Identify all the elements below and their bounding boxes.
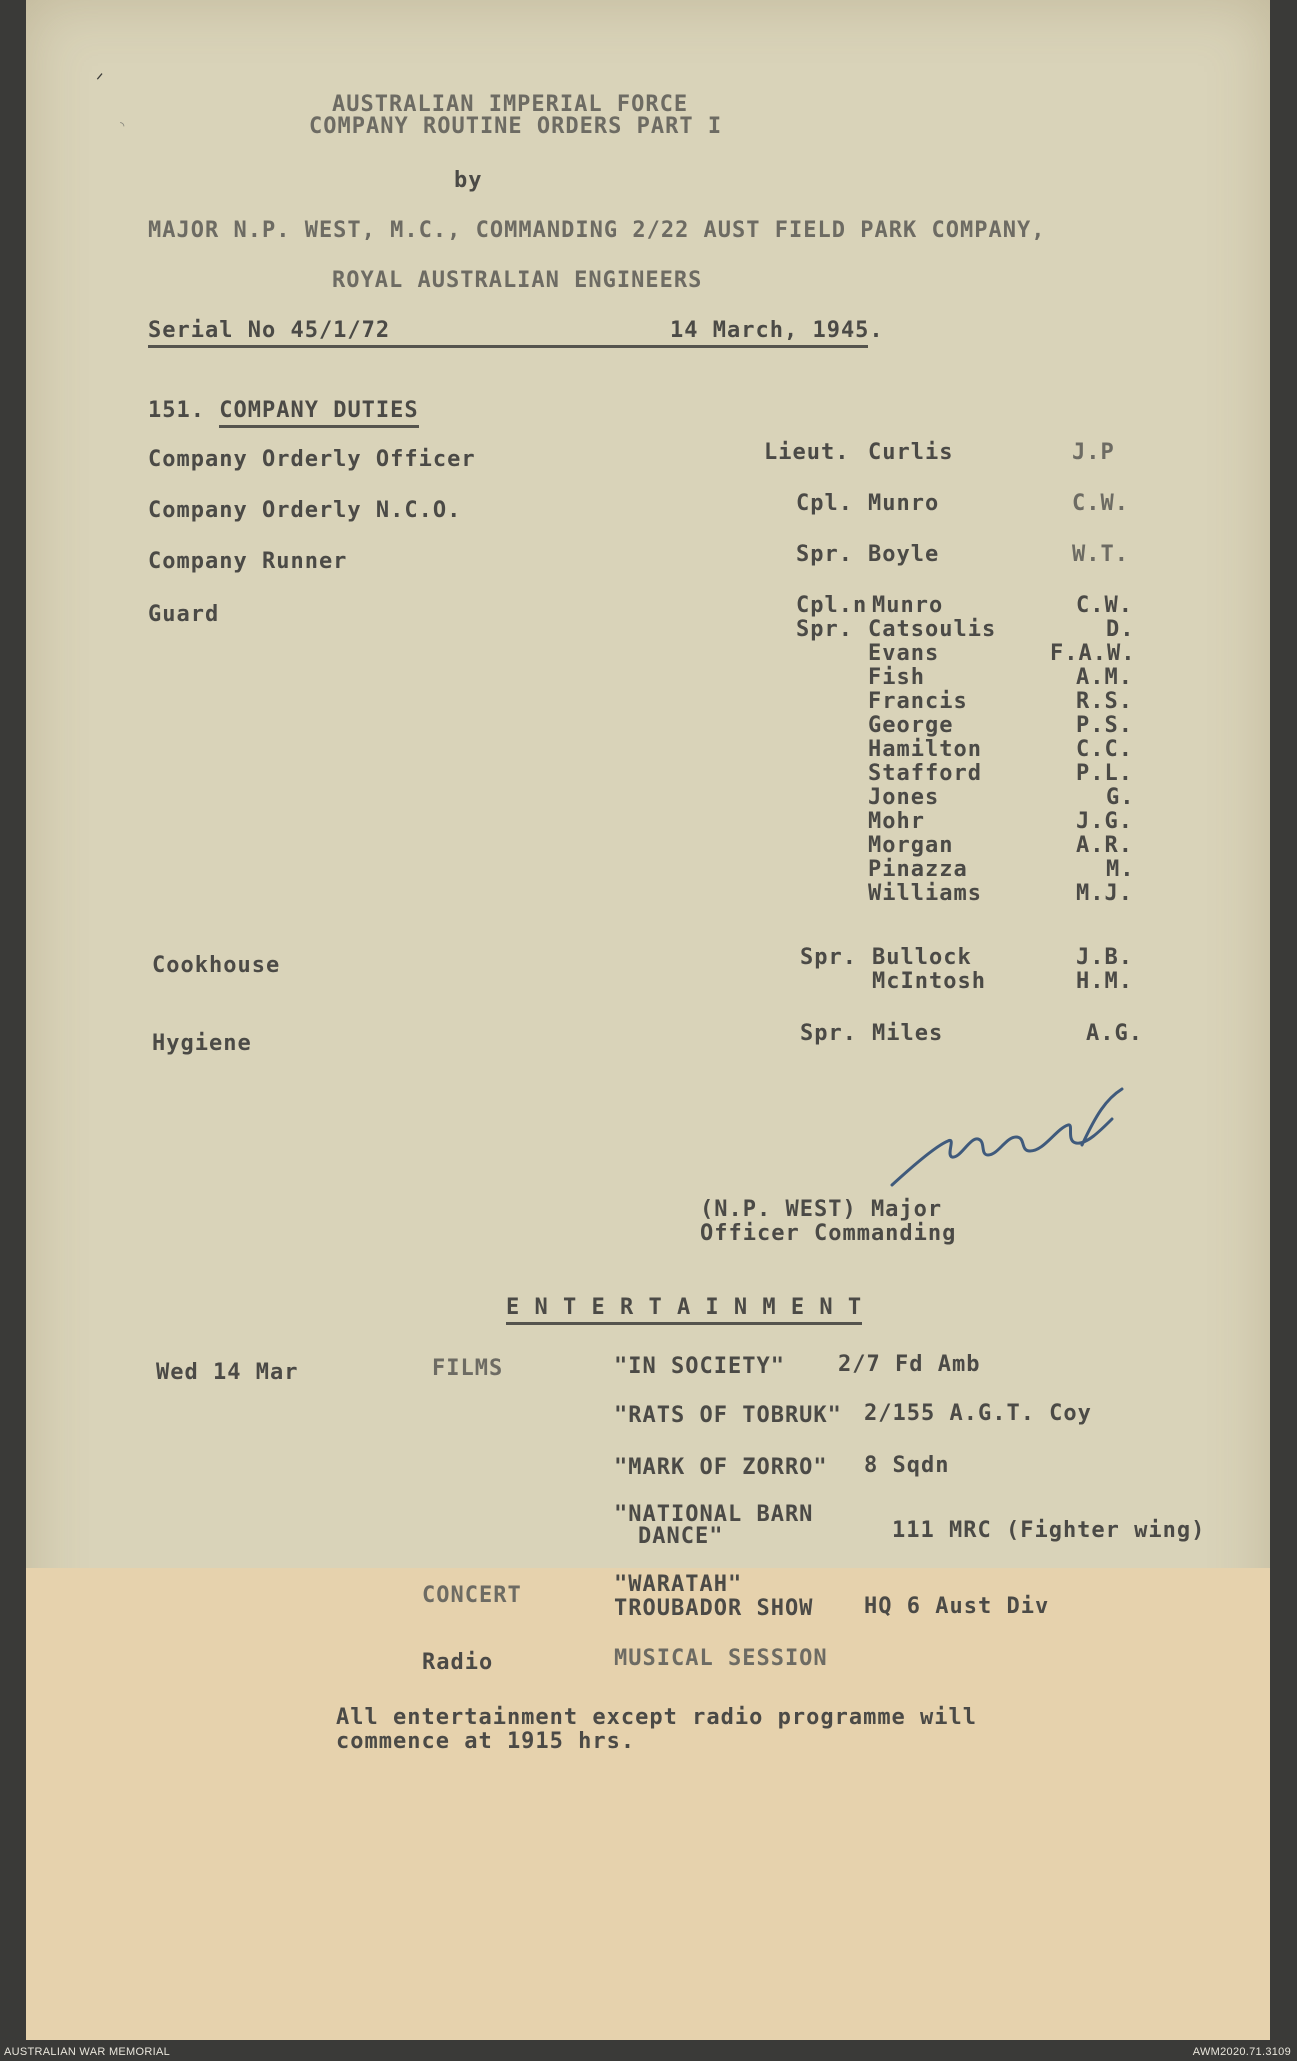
guard-member-initials: P.S. (1076, 713, 1133, 738)
film-title: "MARK OF ZORRO" (614, 1455, 828, 1480)
film-unit: 111 MRC (Fighter wing) (892, 1518, 1206, 1543)
guard-member-name: Francis (868, 689, 968, 714)
guard-member-name: Munro (872, 593, 944, 618)
film-unit: 8 Sqdn (864, 1453, 950, 1478)
duty-label-orderly-officer: Company Orderly Officer (148, 447, 476, 472)
entertainment-note-line1: All entertainment except radio programme will (336, 1705, 978, 1730)
duty-label-hygiene: Hygiene (152, 1031, 252, 1056)
guard-member-initials: A.R. (1076, 833, 1133, 858)
guard-member-initials: F.A.W. (1050, 641, 1136, 666)
header-line2: COMPANY ROUTINE ORDERS PART I (309, 114, 723, 139)
footer-accession-number: AWM2020.71.3109 (1192, 2046, 1291, 2058)
guard-member-initials: C.W. (1076, 593, 1133, 618)
duty-rank-orderly-officer: Lieut. (764, 440, 850, 465)
signature-name: (N.P. WEST) Major (700, 1197, 943, 1222)
film-title-line2: DANCE" (638, 1524, 724, 1549)
guard-member-name: Stafford (868, 761, 982, 786)
duty-label-orderly-nco: Company Orderly N.C.O. (148, 498, 462, 523)
guard-member-name: Catsoulis (868, 617, 997, 642)
duty-initials-runner: W.T. (1072, 542, 1129, 567)
guard-member-initials: A.M. (1076, 665, 1133, 690)
duty-label-cookhouse: Cookhouse (152, 953, 281, 978)
hygiene-initials: A.G. (1086, 1021, 1143, 1046)
section-heading (148, 398, 419, 423)
entertainment-note-line2: commence at 1915 hrs. (336, 1729, 636, 1754)
guard-rank-spr: Spr. (796, 617, 853, 642)
guard-member-name: Morgan (868, 833, 954, 858)
guard-member-initials: R.S. (1076, 689, 1133, 714)
guard-member-name: Williams (868, 881, 982, 906)
document-page (26, 0, 1270, 2040)
guard-member-name: Jones (868, 785, 940, 810)
duty-rank-orderly-nco: Cpl. (796, 491, 853, 516)
guard-member-initials: P.L. (1076, 761, 1133, 786)
concert-title-line2: TROUBADOR SHOW (614, 1596, 814, 1621)
concert-unit: HQ 6 Aust Div (864, 1594, 1050, 1619)
guard-member-initials: M. (1106, 857, 1135, 882)
radio-title: MUSICAL SESSION (614, 1646, 828, 1671)
order-date: 14 March, 1945. (670, 318, 884, 343)
duty-name-orderly-officer: Curlis (868, 440, 954, 465)
section-number: 151. (148, 398, 205, 423)
header-line1: AUSTRALIAN IMPERIAL FORCE (332, 92, 689, 117)
section-title: COMPANY DUTIES (219, 398, 418, 428)
guard-rank-cpl: Cpl.n (796, 593, 868, 618)
guard-member-initials: J.G. (1076, 809, 1133, 834)
duty-label-runner: Company Runner (148, 549, 348, 574)
serial-number: Serial No 45/1/72 (148, 318, 391, 343)
handwritten-signature (886, 1085, 1156, 1195)
concert-title-line1: "WARATAH" (614, 1572, 743, 1597)
guard-member-name: Hamilton (868, 737, 982, 762)
concert-label: CONCERT (422, 1583, 522, 1608)
film-title-line1: "NATIONAL BARN (614, 1502, 814, 1527)
film-title: "IN SOCIETY" (614, 1354, 785, 1379)
duty-initials-orderly-officer: J.P (1072, 440, 1115, 465)
header-commander: MAJOR N.P. WEST, M.C., COMMANDING 2/22 AUST FIELD PARK COMPANY, (148, 218, 1046, 243)
cookhouse-member-initials: H.M. (1076, 969, 1133, 994)
header-by: by (454, 168, 483, 193)
films-label: FILMS (432, 1356, 504, 1381)
film-title: "RATS OF TOBRUK" (614, 1403, 842, 1428)
guard-member-initials: G. (1106, 785, 1135, 810)
guard-member-name: Mohr (868, 809, 925, 834)
cookhouse-member-name: Bullock (872, 945, 972, 970)
serial-line (148, 318, 884, 348)
guard-member-initials: C.C. (1076, 737, 1133, 762)
paper-lower-discoloration (26, 1568, 1270, 2040)
duty-initials-orderly-nco: C.W. (1072, 491, 1129, 516)
entertainment-heading: E N T E R T A I N M E N T (506, 1295, 862, 1325)
film-unit: 2/7 Fd Amb (838, 1352, 981, 1377)
guard-member-name: Pinazza (868, 857, 968, 882)
pencil-mark: ᐟ (96, 70, 104, 91)
hygiene-name: Miles (872, 1021, 944, 1046)
duty-label-guard: Guard (148, 602, 220, 627)
entertainment-day: Wed 14 Mar (156, 1360, 299, 1385)
guard-member-initials: M.J. (1076, 881, 1133, 906)
guard-member-name: Evans (868, 641, 940, 666)
staple-hole-mark: ◝ (118, 118, 127, 134)
duty-name-runner: Boyle (868, 542, 940, 567)
cookhouse-member-name: McIntosh (872, 969, 986, 994)
footer-credit: AUSTRALIAN WAR MEMORIAL (4, 2046, 171, 2058)
guard-member-name: George (868, 713, 954, 738)
hygiene-rank: Spr. (800, 1021, 857, 1046)
duty-rank-runner: Spr. (796, 542, 853, 567)
duty-name-orderly-nco: Munro (868, 491, 940, 516)
radio-label: Radio (422, 1650, 494, 1675)
guard-member-name: Fish (868, 665, 925, 690)
cookhouse-member-initials: J.B. (1076, 945, 1133, 970)
cookhouse-rank: Spr. (800, 945, 857, 970)
guard-member-initials: D. (1106, 617, 1135, 642)
signature-title: Officer Commanding (700, 1221, 957, 1246)
header-unit: ROYAL AUSTRALIAN ENGINEERS (332, 268, 703, 293)
film-unit: 2/155 A.G.T. Coy (864, 1401, 1092, 1426)
